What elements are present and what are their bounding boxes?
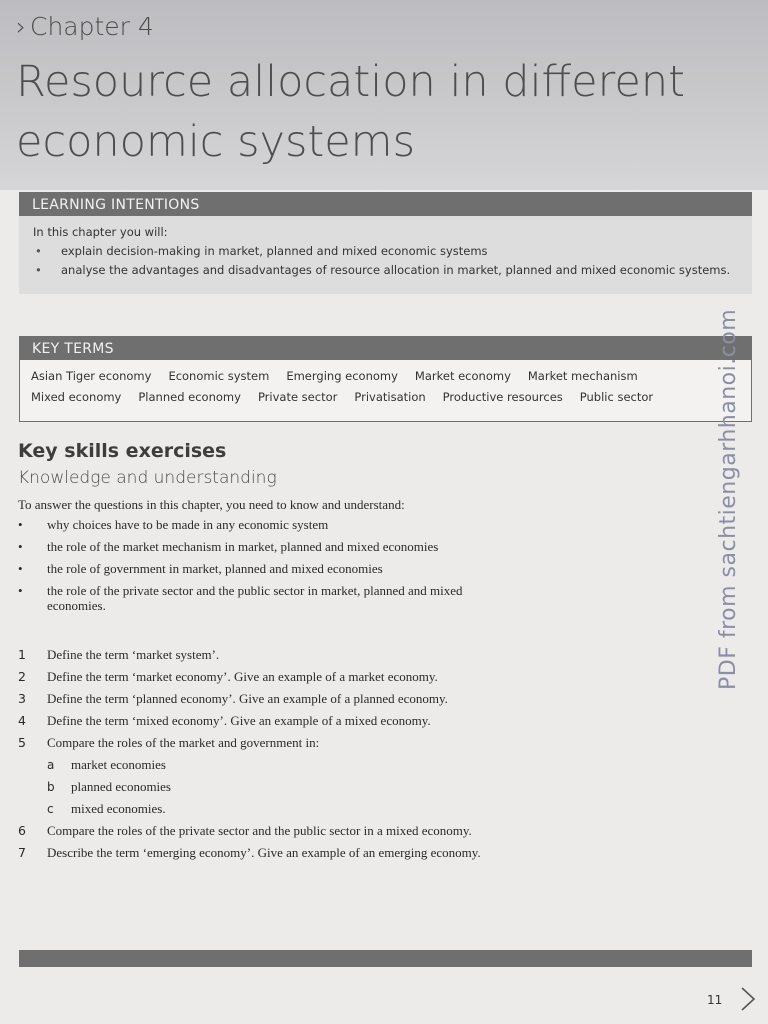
list-item: • analyse the advantages and disadvantages of resource allocation in market, planned and mixed economic systems.	[33, 262, 738, 278]
key-term: Privatisation	[354, 390, 426, 404]
question-number: 2	[18, 669, 26, 684]
chevron-right-icon	[737, 984, 759, 1014]
sub-question-text: market economies	[71, 757, 166, 772]
question-text: Compare the roles of the market and government in:	[47, 735, 320, 750]
question-text: Compare the roles of the private sector and the public sector in a mixed economy.	[47, 823, 472, 838]
question-text: Define the term ‘market system’.	[47, 647, 220, 662]
watermark-text: PDF from sachtiengarhhanoi.com	[716, 308, 741, 690]
sub-question-item	[18, 798, 618, 820]
question-item	[18, 688, 618, 710]
knowledge-list	[18, 517, 498, 620]
key-terms-row	[31, 366, 740, 387]
sub-question-item	[18, 754, 618, 776]
question-number: 5	[18, 735, 26, 750]
list-item: • the role of government in market, planned and mixed economies	[18, 561, 498, 576]
chevron-right-icon: ›	[16, 12, 26, 41]
question-list	[18, 644, 618, 864]
list-item: • explain decision-making in market, planned and mixed economic systems	[33, 243, 738, 259]
chapter-title: Resource allocation in different economic systems	[16, 57, 685, 167]
sub-question-text: mixed economies.	[71, 801, 166, 816]
learning-intentions-intro: In this chapter you will:	[33, 225, 168, 239]
learning-intentions-box	[19, 192, 752, 294]
learning-intentions-list	[33, 243, 738, 278]
page-number: 11	[707, 993, 723, 1007]
question-number: 1	[18, 647, 26, 662]
key-term: Market mechanism	[527, 369, 638, 383]
question-text: Define the term ‘mixed economy’. Give an example of a mixed economy.	[47, 713, 431, 728]
list-item: • why choices have to be made in any economic system	[18, 517, 498, 532]
sub-question-text: planned economies	[71, 779, 171, 794]
question-item	[18, 842, 618, 864]
key-terms-box	[19, 336, 752, 422]
question-text: Define the term ‘planned economy’. Give an example of a planned economy.	[47, 691, 448, 706]
question-item	[18, 710, 618, 732]
key-terms-body	[19, 360, 752, 422]
skills-intro: To answer the questions in this chapter, you need to know and understand:	[18, 497, 405, 512]
key-terms-heading: KEY TERMS	[19, 336, 752, 360]
key-term: Mixed economy	[31, 390, 122, 404]
sub-question-item	[18, 776, 618, 798]
question-item	[18, 732, 618, 754]
key-term: Productive resources	[442, 390, 563, 404]
footer-bar	[19, 950, 752, 967]
key-term: Market economy	[414, 369, 511, 383]
question-number: 4	[18, 713, 26, 728]
question-item	[18, 644, 618, 666]
sub-question-letter: a	[47, 758, 55, 772]
section-heading: Key skills exercises	[18, 440, 227, 462]
question-number: 7	[18, 845, 26, 860]
key-term: Private sector	[257, 390, 338, 404]
learning-intentions-heading: LEARNING INTENTIONS	[19, 192, 752, 216]
list-item: • the role of the market mechanism in market, planned and mixed economies	[18, 539, 498, 554]
sub-question-letter: c	[47, 802, 54, 816]
question-number: 6	[18, 823, 26, 838]
list-item: • the role of the private sector and the public sector in market, planned and mixed economies.	[18, 583, 498, 613]
question-text: Describe the term ‘emerging economy’. Give an example of an emerging economy.	[47, 845, 481, 860]
question-item	[18, 666, 618, 688]
sub-question-letter: b	[47, 780, 55, 794]
learning-intentions-body	[19, 216, 752, 294]
key-term: Asian Tiger economy	[31, 369, 152, 383]
key-term: Public sector	[579, 390, 654, 404]
key-terms-row	[31, 387, 740, 408]
key-term: Economic system	[168, 369, 270, 383]
chapter-label	[16, 12, 154, 41]
chapter-label-text: Chapter 4	[30, 12, 154, 41]
question-text: Define the term ‘market economy’. Give an example of a market economy.	[47, 669, 438, 684]
question-number: 3	[18, 691, 26, 706]
key-term: Planned economy	[138, 390, 241, 404]
key-term: Emerging economy	[286, 369, 398, 383]
question-item	[18, 820, 618, 842]
section-subheading: Knowledge and understanding	[18, 468, 277, 488]
